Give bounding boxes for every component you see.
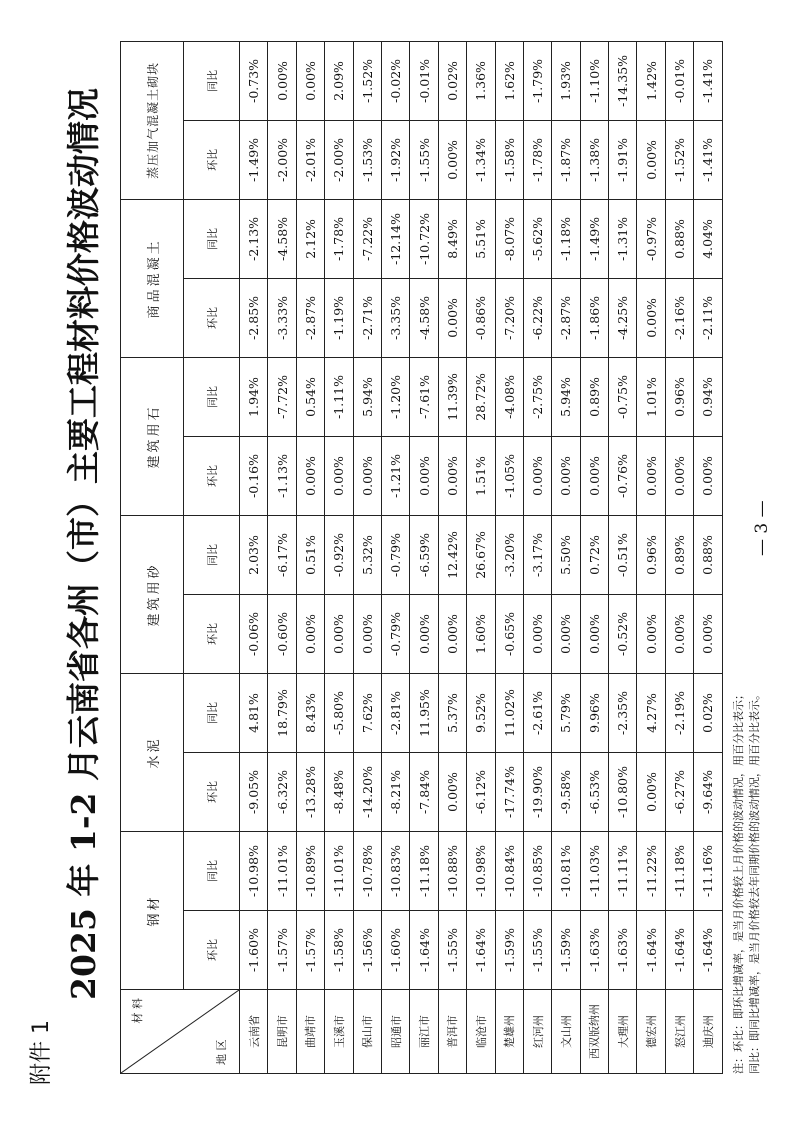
value-cell: -1.55%: [438, 911, 466, 990]
value-cell: -1.11%: [325, 357, 353, 436]
value-cell: -1.63%: [609, 911, 637, 990]
value-cell: -7.84%: [410, 752, 438, 831]
region-cell: 丽江市: [410, 990, 438, 1074]
value-cell: 0.00%: [580, 436, 608, 515]
value-cell: -3.35%: [381, 278, 409, 357]
table-row: [665, 41, 693, 1073]
sub-header-yoy: 同比: [184, 41, 240, 120]
sub-header-mom: 环比: [184, 911, 240, 990]
region-cell: 临沧市: [467, 990, 495, 1074]
value-cell: -1.91%: [609, 120, 637, 199]
value-cell: -1.13%: [268, 436, 296, 515]
value-cell: -0.52%: [609, 594, 637, 673]
value-cell: -0.86%: [467, 278, 495, 357]
value-cell: 2.09%: [325, 41, 353, 120]
value-cell: 0.00%: [694, 436, 722, 515]
value-cell: 0.00%: [637, 752, 665, 831]
value-cell: 0.96%: [665, 357, 693, 436]
value-cell: -1.57%: [268, 911, 296, 990]
value-cell: 0.00%: [296, 41, 324, 120]
region-cell: 德宏州: [637, 990, 665, 1074]
region-cell: 西双版纳州: [580, 990, 608, 1074]
value-cell: -1.41%: [694, 41, 722, 120]
value-cell: 0.00%: [353, 594, 381, 673]
table-row: [523, 41, 551, 1073]
region-cell: 玉溪市: [325, 990, 353, 1074]
value-cell: -8.48%: [325, 752, 353, 831]
table-row: [410, 41, 438, 1073]
page-title: 2025 年 1-2 月云南省各州（市）主要工程材料价格波动情况: [64, 88, 103, 1000]
value-cell: -1.55%: [523, 911, 551, 990]
value-cell: 11.95%: [410, 673, 438, 752]
value-cell: 1.42%: [637, 41, 665, 120]
value-cell: -1.19%: [325, 278, 353, 357]
corner-region-label: 地 区: [215, 1039, 228, 1065]
value-cell: 0.00%: [438, 278, 466, 357]
sub-header-mom: 环比: [184, 436, 240, 515]
sub-header-mom: 环比: [184, 278, 240, 357]
value-cell: -0.16%: [240, 436, 268, 515]
value-cell: -0.01%: [410, 41, 438, 120]
value-cell: -0.97%: [637, 199, 665, 278]
value-cell: -2.01%: [296, 120, 324, 199]
value-cell: -3.20%: [495, 515, 523, 594]
value-cell: 0.00%: [296, 594, 324, 673]
value-cell: -2.71%: [353, 278, 381, 357]
value-cell: -8.07%: [495, 199, 523, 278]
group-header-aac-block: 蒸压加气混凝土砌块: [121, 41, 184, 199]
value-cell: -5.80%: [325, 673, 353, 752]
region-cell: 保山市: [353, 990, 381, 1074]
value-cell: 0.00%: [410, 436, 438, 515]
value-cell: 0.00%: [438, 594, 466, 673]
value-cell: -6.59%: [410, 515, 438, 594]
value-cell: -6.17%: [268, 515, 296, 594]
value-cell: 0.00%: [637, 120, 665, 199]
sub-header-row: [184, 41, 240, 1073]
value-cell: -4.08%: [495, 357, 523, 436]
value-cell: -1.38%: [580, 120, 608, 199]
value-cell: 0.00%: [665, 594, 693, 673]
value-cell: -10.72%: [410, 199, 438, 278]
value-cell: -6.32%: [268, 752, 296, 831]
value-cell: 0.00%: [665, 436, 693, 515]
region-cell: 普洱市: [438, 990, 466, 1074]
value-cell: 0.54%: [296, 357, 324, 436]
value-cell: 18.79%: [268, 673, 296, 752]
value-cell: -11.01%: [325, 831, 353, 910]
value-cell: 0.00%: [268, 41, 296, 120]
value-cell: -1.58%: [325, 911, 353, 990]
note-line-mom: 注：环比：即环比增减率，是当月价格较上月价格的波动情况，用百分比表示；: [731, 689, 745, 1074]
value-cell: 0.00%: [580, 594, 608, 673]
value-cell: -1.78%: [523, 120, 551, 199]
value-cell: 0.96%: [637, 515, 665, 594]
rotated-table-block: [120, 42, 761, 1074]
region-cell: 怒江州: [665, 990, 693, 1074]
value-cell: -1.31%: [609, 199, 637, 278]
value-cell: 0.02%: [438, 41, 466, 120]
value-cell: -6.22%: [523, 278, 551, 357]
value-cell: 0.00%: [438, 752, 466, 831]
value-cell: 11.02%: [495, 673, 523, 752]
value-cell: -0.92%: [325, 515, 353, 594]
group-header-steel: 钢材: [121, 831, 184, 989]
value-cell: 0.00%: [438, 436, 466, 515]
page-number: — 3 —: [752, 500, 772, 556]
sub-header-mom: 环比: [184, 752, 240, 831]
value-cell: -1.86%: [580, 278, 608, 357]
value-cell: 11.39%: [438, 357, 466, 436]
value-cell: -1.20%: [381, 357, 409, 436]
value-cell: -11.11%: [609, 831, 637, 910]
value-cell: -1.79%: [523, 41, 551, 120]
corner-material-label: 材 料: [131, 998, 144, 1024]
table-row: [240, 41, 268, 1073]
sub-header-mom: 环比: [184, 594, 240, 673]
sub-header-yoy: 同比: [184, 831, 240, 910]
value-cell: -1.49%: [580, 199, 608, 278]
table-row: [325, 41, 353, 1073]
value-cell: 0.00%: [353, 436, 381, 515]
value-cell: 1.51%: [467, 436, 495, 515]
value-cell: -2.00%: [268, 120, 296, 199]
region-cell: 红河州: [523, 990, 551, 1074]
value-cell: -10.98%: [240, 831, 268, 910]
value-cell: 5.51%: [467, 199, 495, 278]
value-cell: -19.90%: [523, 752, 551, 831]
value-cell: 0.00%: [410, 594, 438, 673]
value-cell: 12.42%: [438, 515, 466, 594]
value-cell: -7.72%: [268, 357, 296, 436]
value-cell: -0.65%: [495, 594, 523, 673]
table-row: [495, 41, 523, 1073]
value-cell: -2.75%: [523, 357, 551, 436]
value-cell: -2.61%: [523, 673, 551, 752]
value-cell: -1.52%: [353, 41, 381, 120]
value-cell: 0.00%: [296, 436, 324, 515]
value-cell: -10.85%: [523, 831, 551, 910]
value-cell: -1.41%: [694, 120, 722, 199]
value-cell: 0.00%: [637, 436, 665, 515]
value-cell: -10.88%: [438, 831, 466, 910]
value-cell: 0.88%: [665, 199, 693, 278]
value-cell: -6.12%: [467, 752, 495, 831]
region-cell: 昆明市: [268, 990, 296, 1074]
value-cell: 4.81%: [240, 673, 268, 752]
value-cell: 0.00%: [637, 594, 665, 673]
value-cell: -1.64%: [467, 911, 495, 990]
value-cell: 0.51%: [296, 515, 324, 594]
value-cell: -5.62%: [523, 199, 551, 278]
value-cell: -1.05%: [495, 436, 523, 515]
value-cell: -1.63%: [580, 911, 608, 990]
value-cell: -6.53%: [580, 752, 608, 831]
value-cell: -3.17%: [523, 515, 551, 594]
value-cell: -0.51%: [609, 515, 637, 594]
table-row: [552, 41, 580, 1073]
value-cell: -9.58%: [552, 752, 580, 831]
value-cell: 0.00%: [694, 594, 722, 673]
value-cell: -11.18%: [410, 831, 438, 910]
value-cell: -0.01%: [665, 41, 693, 120]
value-cell: 0.94%: [694, 357, 722, 436]
value-cell: 0.72%: [580, 515, 608, 594]
table-body: [240, 41, 723, 1073]
value-cell: -1.58%: [495, 120, 523, 199]
value-cell: -1.64%: [694, 911, 722, 990]
value-cell: -7.22%: [353, 199, 381, 278]
value-cell: 0.89%: [580, 357, 608, 436]
value-cell: -0.06%: [240, 594, 268, 673]
region-cell: 昭通市: [381, 990, 409, 1074]
value-cell: 1.94%: [240, 357, 268, 436]
attachment-label: 附件 1: [29, 1020, 54, 1085]
table-row: [637, 41, 665, 1073]
table-row: [609, 41, 637, 1073]
value-cell: -1.53%: [353, 120, 381, 199]
value-cell: -10.98%: [467, 831, 495, 910]
value-cell: -1.60%: [240, 911, 268, 990]
table-row: [438, 41, 466, 1073]
sub-header-yoy: 同比: [184, 357, 240, 436]
value-cell: 0.00%: [637, 278, 665, 357]
value-cell: -17.74%: [495, 752, 523, 831]
value-cell: 0.02%: [694, 673, 722, 752]
value-cell: 28.72%: [467, 357, 495, 436]
value-cell: 5.94%: [353, 357, 381, 436]
value-cell: 26.67%: [467, 515, 495, 594]
note-line-yoy: 同比：即同比增减率，是当月价格较去年同期价格的波动情况，用百分比表示。: [747, 689, 761, 1074]
table-row: [381, 41, 409, 1073]
value-cell: -1.64%: [410, 911, 438, 990]
region-cell: 云南省: [240, 990, 268, 1074]
value-cell: -1.52%: [665, 120, 693, 199]
value-cell: 9.96%: [580, 673, 608, 752]
value-cell: -12.14%: [381, 199, 409, 278]
value-cell: -2.87%: [296, 278, 324, 357]
sub-header-yoy: 同比: [184, 199, 240, 278]
region-cell: 文山州: [552, 990, 580, 1074]
value-cell: -1.60%: [381, 911, 409, 990]
value-cell: 2.12%: [296, 199, 324, 278]
value-cell: 9.52%: [467, 673, 495, 752]
value-cell: 2.03%: [240, 515, 268, 594]
value-cell: 0.00%: [523, 436, 551, 515]
table-row: [694, 41, 722, 1073]
value-cell: -1.87%: [552, 120, 580, 199]
value-cell: 0.00%: [552, 594, 580, 673]
value-cell: -1.64%: [665, 911, 693, 990]
value-cell: -14.35%: [609, 41, 637, 120]
value-cell: 1.62%: [495, 41, 523, 120]
region-cell: 曲靖市: [296, 990, 324, 1074]
value-cell: -1.59%: [552, 911, 580, 990]
table-row: [580, 41, 608, 1073]
value-cell: -4.58%: [410, 278, 438, 357]
sub-header-yoy: 同比: [184, 673, 240, 752]
value-cell: -1.34%: [467, 120, 495, 199]
value-cell: 0.00%: [523, 594, 551, 673]
value-cell: -0.02%: [381, 41, 409, 120]
value-cell: -1.10%: [580, 41, 608, 120]
value-cell: -10.84%: [495, 831, 523, 910]
value-cell: 7.62%: [353, 673, 381, 752]
value-cell: 1.01%: [637, 357, 665, 436]
value-cell: -1.49%: [240, 120, 268, 199]
value-cell: -2.13%: [240, 199, 268, 278]
value-cell: -11.18%: [665, 831, 693, 910]
value-cell: -11.03%: [580, 831, 608, 910]
value-cell: -1.92%: [381, 120, 409, 199]
value-cell: -4.58%: [268, 199, 296, 278]
region-cell: 迪庆州: [694, 990, 722, 1074]
value-cell: -10.81%: [552, 831, 580, 910]
sub-header-yoy: 同比: [184, 515, 240, 594]
table-row: [296, 41, 324, 1073]
value-cell: 5.94%: [552, 357, 580, 436]
value-cell: -2.35%: [609, 673, 637, 752]
value-cell: -6.27%: [665, 752, 693, 831]
value-cell: -1.57%: [296, 911, 324, 990]
value-cell: -9.64%: [694, 752, 722, 831]
group-header-concrete: 商品混凝土: [121, 199, 184, 357]
value-cell: -7.61%: [410, 357, 438, 436]
value-cell: 0.88%: [694, 515, 722, 594]
value-cell: 5.50%: [552, 515, 580, 594]
value-cell: -2.19%: [665, 673, 693, 752]
value-cell: -7.20%: [495, 278, 523, 357]
value-cell: -10.83%: [381, 831, 409, 910]
table-corner-header: [121, 990, 240, 1074]
price-table: [120, 41, 723, 1074]
table-notes: [731, 42, 763, 1074]
value-cell: -11.22%: [637, 831, 665, 910]
value-cell: 0.00%: [325, 436, 353, 515]
value-cell: -0.60%: [268, 594, 296, 673]
value-cell: 8.43%: [296, 673, 324, 752]
value-cell: 0.89%: [665, 515, 693, 594]
group-header-sand: 建筑用砂: [121, 515, 184, 673]
value-cell: -10.80%: [609, 752, 637, 831]
value-cell: -2.85%: [240, 278, 268, 357]
value-cell: -10.78%: [353, 831, 381, 910]
value-cell: 0.00%: [552, 436, 580, 515]
value-cell: -0.75%: [609, 357, 637, 436]
value-cell: 5.37%: [438, 673, 466, 752]
value-cell: 5.32%: [353, 515, 381, 594]
value-cell: 1.93%: [552, 41, 580, 120]
group-header-stone: 建筑用石: [121, 357, 184, 515]
value-cell: -2.00%: [325, 120, 353, 199]
table-row: [467, 41, 495, 1073]
value-cell: 0.00%: [438, 120, 466, 199]
value-cell: -1.18%: [552, 199, 580, 278]
value-cell: -9.05%: [240, 752, 268, 831]
value-cell: -0.76%: [609, 436, 637, 515]
value-cell: 4.27%: [637, 673, 665, 752]
value-cell: -1.78%: [325, 199, 353, 278]
value-cell: -2.87%: [552, 278, 580, 357]
value-cell: 4.04%: [694, 199, 722, 278]
value-cell: -0.73%: [240, 41, 268, 120]
value-cell: -11.16%: [694, 831, 722, 910]
value-cell: -2.11%: [694, 278, 722, 357]
value-cell: -0.79%: [381, 594, 409, 673]
table-row: [268, 41, 296, 1073]
value-cell: -14.20%: [353, 752, 381, 831]
value-cell: 0.00%: [325, 594, 353, 673]
value-cell: -1.64%: [637, 911, 665, 990]
value-cell: -13.28%: [296, 752, 324, 831]
value-cell: -1.55%: [410, 120, 438, 199]
value-cell: -0.79%: [381, 515, 409, 594]
region-cell: 楚雄州: [495, 990, 523, 1074]
value-cell: -1.56%: [353, 911, 381, 990]
value-cell: -10.89%: [296, 831, 324, 910]
group-header-cement: 水泥: [121, 673, 184, 831]
value-cell: 1.36%: [467, 41, 495, 120]
sub-header-mom: 环比: [184, 120, 240, 199]
value-cell: -4.25%: [609, 278, 637, 357]
region-cell: 大理州: [609, 990, 637, 1074]
value-cell: -1.21%: [381, 436, 409, 515]
value-cell: 5.79%: [552, 673, 580, 752]
value-cell: 1.60%: [467, 594, 495, 673]
value-cell: -3.33%: [268, 278, 296, 357]
value-cell: -1.59%: [495, 911, 523, 990]
value-cell: -2.16%: [665, 278, 693, 357]
value-cell: -8.21%: [381, 752, 409, 831]
value-cell: -2.81%: [381, 673, 409, 752]
value-cell: -11.01%: [268, 831, 296, 910]
value-cell: 8.49%: [438, 199, 466, 278]
table-row: [353, 41, 381, 1073]
